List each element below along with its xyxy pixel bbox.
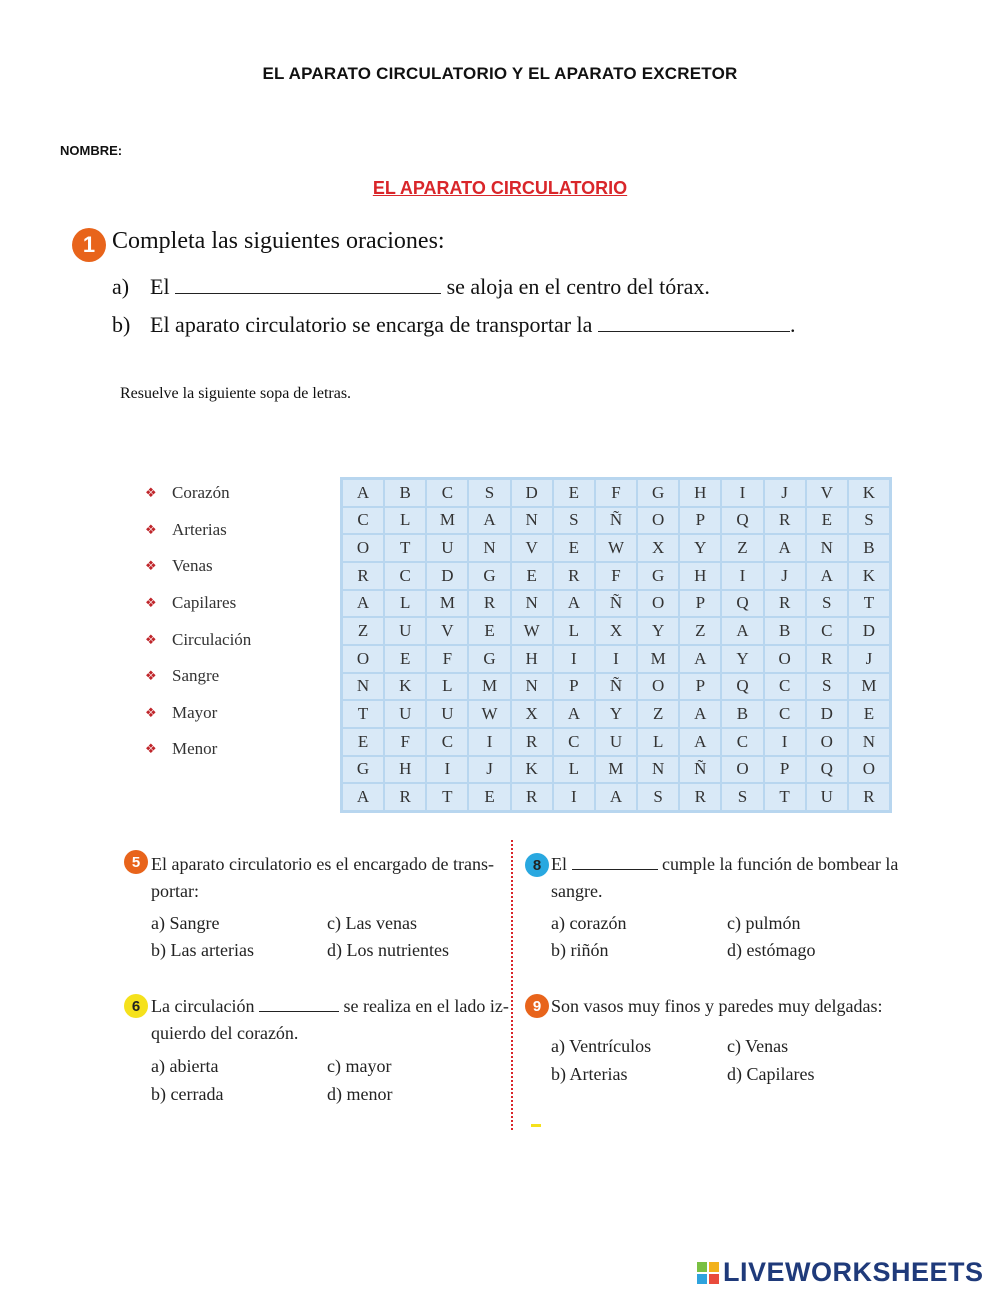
grid-cell[interactable]: L	[638, 729, 678, 755]
grid-cell[interactable]: A	[343, 784, 383, 810]
grid-cell[interactable]: J	[765, 480, 805, 506]
question-6-line2: quierdo del corazón.	[151, 1023, 299, 1043]
grid-cell[interactable]: A	[469, 508, 509, 534]
grid-cell[interactable]: C	[765, 701, 805, 727]
grid-cell[interactable]: D	[807, 701, 847, 727]
question-9-option-b[interactable]: b) Arterias	[551, 1064, 628, 1084]
question-1a-after: se aloja en el centro del tórax.	[446, 274, 710, 299]
grid-cell[interactable]: R	[385, 784, 425, 810]
grid-cell[interactable]: Y	[638, 618, 678, 644]
grid-cell[interactable]: E	[512, 563, 552, 589]
grid-cell[interactable]: T	[427, 784, 467, 810]
grid-cell[interactable]: B	[722, 701, 762, 727]
grid-cell[interactable]: N	[849, 729, 889, 755]
question-1a-before: El	[150, 274, 170, 299]
page-title: EL APARATO CIRCULATORIO Y EL APARATO EXCRETOR	[262, 64, 738, 83]
grid-cell[interactable]: V	[807, 480, 847, 506]
grid-cell[interactable]: A	[680, 701, 720, 727]
grid-cell[interactable]: G	[469, 646, 509, 672]
grid-cell[interactable]: S	[849, 508, 889, 534]
word-label: Menor	[172, 739, 218, 759]
grid-cell[interactable]: C	[427, 729, 467, 755]
grid-cell[interactable]: U	[427, 701, 467, 727]
grid-cell[interactable]: M	[469, 674, 509, 700]
grid-cell[interactable]: I	[469, 729, 509, 755]
logo-square-icon	[697, 1274, 707, 1284]
grid-cell[interactable]: O	[638, 591, 678, 617]
grid-cell[interactable]: N	[807, 535, 847, 561]
grid-cell[interactable]: K	[385, 674, 425, 700]
bullet-icon: ❖	[145, 558, 157, 574]
grid-cell[interactable]: K	[849, 480, 889, 506]
grid-cell[interactable]: Q	[807, 757, 847, 783]
grid-cell[interactable]: U	[385, 618, 425, 644]
grid-cell[interactable]: F	[385, 729, 425, 755]
grid-cell[interactable]: E	[343, 729, 383, 755]
grid-cell[interactable]: E	[469, 784, 509, 810]
question-1b-before: El aparato circulatorio se encarga de transportar la	[150, 312, 593, 337]
bullet-icon: ❖	[145, 595, 157, 611]
grid-cell[interactable]: C	[554, 729, 594, 755]
grid-cell[interactable]: J	[765, 563, 805, 589]
question-1-badge: 1	[72, 228, 106, 262]
grid-cell[interactable]: S	[469, 480, 509, 506]
grid-cell[interactable]: Z	[638, 701, 678, 727]
bullet-icon: ❖	[145, 741, 157, 757]
word-label: Arterias	[172, 519, 227, 539]
grid-cell[interactable]: S	[807, 674, 847, 700]
grid-cell[interactable]: C	[765, 674, 805, 700]
column-divider	[511, 840, 513, 1130]
grid-cell[interactable]: O	[807, 729, 847, 755]
question-6-option-a[interactable]: a) abierta	[151, 1056, 219, 1076]
word-item	[145, 658, 251, 695]
grid-cell[interactable]: X	[596, 618, 636, 644]
grid-cell[interactable]: M	[427, 591, 467, 617]
grid-cell[interactable]: A	[680, 729, 720, 755]
grid-cell[interactable]: A	[596, 784, 636, 810]
grid-cell[interactable]: L	[554, 618, 594, 644]
bullet-icon: ❖	[145, 521, 157, 537]
grid-cell[interactable]: G	[638, 563, 678, 589]
question-6-after: se realiza en el lado iz-	[343, 996, 509, 1016]
grid-cell[interactable]: M	[596, 757, 636, 783]
question-5-option-c[interactable]: c) Las venas	[327, 913, 417, 933]
question-5-badge: 5	[124, 850, 148, 874]
question-8-option-b[interactable]: b) riñón	[551, 940, 609, 960]
grid-cell[interactable]: Ñ	[596, 508, 636, 534]
question-1a-blank[interactable]	[175, 292, 441, 294]
grid-cell[interactable]: R	[512, 729, 552, 755]
grid-cell[interactable]: O	[638, 674, 678, 700]
decorative-mark	[531, 1124, 541, 1127]
question-1a-label: a)	[112, 274, 130, 299]
question-8-option-a[interactable]: a) corazón	[551, 913, 627, 933]
grid-cell[interactable]: S	[807, 591, 847, 617]
grid-cell[interactable]: L	[427, 674, 467, 700]
grid-cell[interactable]: Y	[596, 701, 636, 727]
grid-cell[interactable]: P	[765, 757, 805, 783]
grid-cell[interactable]: C	[385, 563, 425, 589]
question-6-line1	[151, 992, 509, 1020]
grid-cell[interactable]: U	[596, 729, 636, 755]
grid-cell[interactable]: V	[427, 618, 467, 644]
grid-cell[interactable]: R	[343, 563, 383, 589]
word-list	[145, 475, 251, 768]
question-1-title: Completa las siguientes oraciones:	[112, 228, 445, 254]
logo-square-icon	[709, 1274, 719, 1284]
nombre-label: NOMBRE:	[60, 143, 123, 158]
word-label: Sangre	[172, 666, 220, 686]
grid-cell[interactable]: F	[596, 480, 636, 506]
grid-cell[interactable]: S	[638, 784, 678, 810]
grid-cell[interactable]: T	[343, 701, 383, 727]
grid-cell[interactable]: L	[385, 508, 425, 534]
grid-cell[interactable]: N	[512, 591, 552, 617]
grid-cell[interactable]: E	[554, 480, 594, 506]
grid-cell[interactable]: R	[765, 591, 805, 617]
grid-cell[interactable]: I	[596, 646, 636, 672]
question-8-line1	[551, 850, 898, 878]
word-label: Capilares	[172, 593, 237, 613]
grid-cell[interactable]: U	[427, 535, 467, 561]
question-8-blank[interactable]	[572, 868, 658, 870]
grid-cell[interactable]: I	[722, 480, 762, 506]
grid-cell[interactable]: A	[807, 563, 847, 589]
grid-cell[interactable]: Q	[722, 508, 762, 534]
question-1b	[112, 312, 795, 338]
grid-cell[interactable]: K	[512, 757, 552, 783]
grid-cell[interactable]: R	[469, 591, 509, 617]
grid-cell[interactable]: E	[554, 535, 594, 561]
grid-cell[interactable]: K	[849, 563, 889, 589]
word-item	[145, 695, 251, 732]
grid-cell[interactable]: I	[765, 729, 805, 755]
grid-cell[interactable]: B	[849, 535, 889, 561]
wordsearch-grid	[340, 477, 892, 813]
grid-cell[interactable]: O	[849, 757, 889, 783]
grid-cell[interactable]: P	[680, 591, 720, 617]
question-8-option-d[interactable]: d) estómago	[727, 940, 816, 960]
grid-cell[interactable]: I	[554, 646, 594, 672]
question-6-badge: 6	[124, 994, 148, 1018]
question-8-option-c[interactable]: c) pulmón	[727, 913, 801, 933]
grid-cell[interactable]: J	[469, 757, 509, 783]
grid-cell[interactable]: H	[385, 757, 425, 783]
word-item	[145, 475, 251, 512]
bullet-icon: ❖	[145, 631, 157, 647]
grid-cell[interactable]: R	[680, 784, 720, 810]
grid-cell[interactable]: D	[849, 618, 889, 644]
grid-cell[interactable]: O	[343, 646, 383, 672]
grid-cell[interactable]: N	[469, 535, 509, 561]
grid-cell[interactable]: R	[554, 563, 594, 589]
question-5-option-b[interactable]: b) Las arterias	[151, 940, 254, 960]
grid-cell[interactable]: Z	[680, 618, 720, 644]
grid-cell[interactable]: X	[638, 535, 678, 561]
word-item	[145, 512, 251, 549]
grid-cell[interactable]: Ñ	[680, 757, 720, 783]
grid-cell[interactable]: W	[512, 618, 552, 644]
question-5-option-a[interactable]: a) Sangre	[151, 913, 220, 933]
grid-cell[interactable]: G	[343, 757, 383, 783]
question-5-line2: portar:	[151, 881, 199, 901]
grid-cell[interactable]: R	[765, 508, 805, 534]
question-9-option-d[interactable]: d) Capilares	[727, 1064, 815, 1084]
grid-cell[interactable]: A	[722, 618, 762, 644]
question-1b-after: .	[789, 312, 796, 337]
bullet-icon: ❖	[145, 485, 157, 501]
question-1a	[112, 274, 710, 300]
grid-cell[interactable]: T	[385, 535, 425, 561]
word-item	[145, 621, 251, 658]
grid-cell[interactable]: Ñ	[596, 591, 636, 617]
grid-cell[interactable]: T	[849, 591, 889, 617]
question-8-line2: sangre.	[551, 881, 603, 901]
grid-cell[interactable]: O	[638, 508, 678, 534]
grid-cell[interactable]: A	[554, 701, 594, 727]
grid-cell[interactable]: A	[554, 591, 594, 617]
question-8-badge: 8	[525, 853, 549, 877]
grid-cell[interactable]: E	[469, 618, 509, 644]
grid-cell[interactable]: P	[680, 674, 720, 700]
grid-cell[interactable]: C	[807, 618, 847, 644]
grid-cell[interactable]: Z	[343, 618, 383, 644]
grid-cell[interactable]: L	[554, 757, 594, 783]
word-item	[145, 585, 251, 622]
word-label: Venas	[172, 556, 213, 576]
grid-cell[interactable]: Z	[722, 535, 762, 561]
grid-cell[interactable]: W	[596, 535, 636, 561]
grid-cell[interactable]: O	[722, 757, 762, 783]
grid-cell[interactable]: F	[596, 563, 636, 589]
word-label: Mayor	[172, 702, 218, 722]
grid-cell[interactable]: Y	[680, 535, 720, 561]
grid-cell[interactable]: X	[512, 701, 552, 727]
grid-cell[interactable]: L	[385, 591, 425, 617]
grid-cell[interactable]: P	[554, 674, 594, 700]
question-1b-blank[interactable]	[598, 330, 790, 332]
word-label: Corazón	[172, 483, 230, 503]
grid-cell[interactable]: C	[343, 508, 383, 534]
question-6-blank[interactable]	[259, 1010, 339, 1012]
grid-cell[interactable]: C	[427, 480, 467, 506]
grid-cell[interactable]: M	[638, 646, 678, 672]
grid-cell[interactable]: T	[765, 784, 805, 810]
grid-cell[interactable]: O	[765, 646, 805, 672]
grid-cell[interactable]: R	[849, 784, 889, 810]
question-1b-label: b)	[112, 312, 131, 337]
grid-cell[interactable]: H	[680, 480, 720, 506]
grid-cell[interactable]: F	[427, 646, 467, 672]
question-6-option-c[interactable]: c) mayor	[327, 1056, 392, 1076]
grid-cell[interactable]: D	[512, 480, 552, 506]
grid-cell[interactable]: A	[680, 646, 720, 672]
grid-cell[interactable]: P	[680, 508, 720, 534]
grid-cell[interactable]: B	[385, 480, 425, 506]
question-9-option-a[interactable]: a) Ventrículos	[551, 1036, 652, 1056]
question-6-option-d[interactable]: d) menor	[327, 1084, 393, 1104]
grid-cell[interactable]: I	[722, 563, 762, 589]
grid-cell[interactable]: H	[680, 563, 720, 589]
grid-cell[interactable]: H	[512, 646, 552, 672]
grid-cell[interactable]: Y	[722, 646, 762, 672]
grid-cell[interactable]: B	[765, 618, 805, 644]
grid-cell[interactable]: V	[512, 535, 552, 561]
question-8-after: cumple la función de bombear la	[662, 854, 899, 874]
grid-cell[interactable]: R	[512, 784, 552, 810]
question-6-option-b[interactable]: b) cerrada	[151, 1084, 224, 1104]
question-8-before: El	[551, 854, 567, 874]
grid-cell[interactable]: O	[343, 535, 383, 561]
word-item	[145, 548, 251, 585]
grid-cell[interactable]: J	[849, 646, 889, 672]
grid-cell[interactable]: E	[807, 508, 847, 534]
word-item	[145, 731, 251, 768]
grid-cell[interactable]: R	[807, 646, 847, 672]
grid-cell[interactable]: I	[554, 784, 594, 810]
grid-cell[interactable]: S	[722, 784, 762, 810]
grid-cell[interactable]: N	[343, 674, 383, 700]
grid-cell[interactable]: N	[512, 508, 552, 534]
word-label: Circulación	[172, 629, 252, 649]
logo-text: LIVEWORKSHEETS	[723, 1257, 984, 1287]
grid-cell[interactable]: G	[469, 563, 509, 589]
grid-cell[interactable]: S	[554, 508, 594, 534]
grid-cell[interactable]: A	[765, 535, 805, 561]
grid-cell[interactable]: A	[343, 591, 383, 617]
grid-cell[interactable]: D	[427, 563, 467, 589]
grid-cell[interactable]: W	[469, 701, 509, 727]
question-9-badge: 9	[525, 994, 549, 1018]
bullet-icon: ❖	[145, 668, 157, 684]
question-6-before: La circulación	[151, 996, 255, 1016]
grid-cell[interactable]: U	[807, 784, 847, 810]
logo-square-icon	[709, 1262, 719, 1272]
liveworksheets-logo[interactable]	[697, 1257, 984, 1288]
grid-cell[interactable]: A	[343, 480, 383, 506]
grid-cell[interactable]: N	[638, 757, 678, 783]
grid-cell[interactable]: U	[385, 701, 425, 727]
grid-cell[interactable]: G	[638, 480, 678, 506]
grid-cell[interactable]: Q	[722, 591, 762, 617]
question-9-option-c[interactable]: c) Venas	[727, 1036, 789, 1056]
grid-cell[interactable]: C	[722, 729, 762, 755]
grid-cell[interactable]: E	[385, 646, 425, 672]
question-9-text: Son vasos muy finos y paredes muy delgadas:	[551, 996, 883, 1016]
question-5-option-d[interactable]: d) Los nutrientes	[327, 940, 449, 960]
grid-cell[interactable]: N	[512, 674, 552, 700]
grid-cell[interactable]: E	[849, 701, 889, 727]
grid-cell[interactable]: Ñ	[596, 674, 636, 700]
grid-cell[interactable]: Q	[722, 674, 762, 700]
logo-square-icon	[697, 1262, 707, 1272]
section-title: EL APARATO CIRCULATORIO	[372, 178, 628, 198]
grid-cell[interactable]: I	[427, 757, 467, 783]
bullet-icon: ❖	[145, 704, 157, 720]
grid-cell[interactable]: M	[849, 674, 889, 700]
question-5-line1: El aparato circulatorio es el encargado de trans-	[151, 854, 495, 874]
grid-cell[interactable]: M	[427, 508, 467, 534]
logo-icon	[697, 1262, 719, 1284]
wordsearch-instruction: Resuelve la siguiente sopa de letras.	[120, 385, 352, 402]
